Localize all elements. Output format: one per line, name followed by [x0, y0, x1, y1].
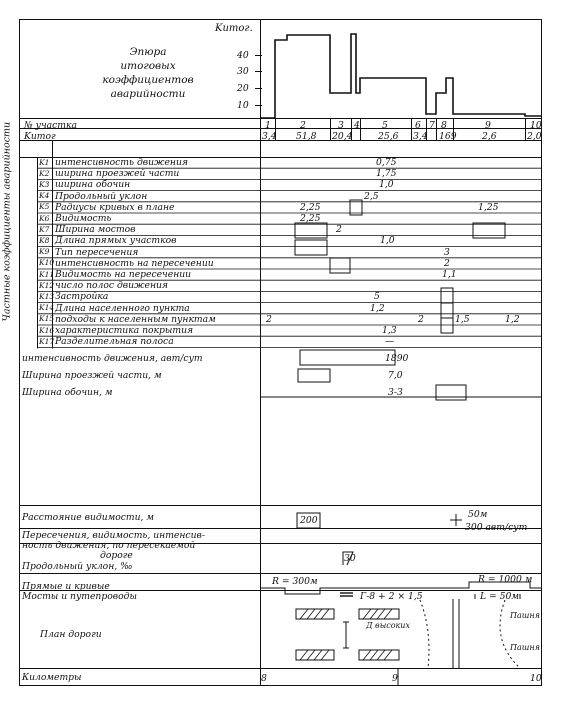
shoulder-value: 3-3 — [388, 387, 403, 398]
bridge-value: Г-8 + 2 × 1,5 — [360, 591, 423, 602]
section-number: 9 — [485, 120, 491, 131]
coefficient-name: Ширина мостов — [55, 224, 136, 236]
coefficient-code: K13 — [39, 291, 55, 301]
scale-tick-label: 30 — [237, 66, 249, 77]
carriageway-value: 7,0 — [388, 370, 403, 381]
scale-tick-label: 10 — [237, 100, 249, 111]
coefficient-name: характеристика покрытия — [55, 325, 194, 336]
crossing-value: 300 авт/сут — [465, 522, 528, 533]
coefficient-value: 1,3 — [382, 325, 397, 336]
carriageway-label: Ширина проезжей части, м — [22, 370, 162, 381]
coefficient-value: 2,25 — [300, 213, 321, 224]
coefficient-value: 0,75 — [376, 157, 397, 168]
coefficient-name: Продольный уклон — [55, 190, 148, 202]
section-number: 8 — [441, 120, 447, 131]
visibility-label: Расстояние видимости, м — [22, 512, 154, 523]
curves-label: Прямые и кривые — [22, 581, 110, 592]
side-label: Частные коэффициенты аварийности — [1, 121, 13, 322]
bridges-label: Мосты и путепроводы — [22, 591, 137, 602]
k-total-value: 20,4 — [332, 131, 353, 142]
section-number: 1 — [265, 120, 271, 131]
coefficient-code: K7 — [39, 224, 50, 234]
coefficient-value: — — [385, 336, 395, 348]
coefficient-value: 1,2 — [370, 302, 385, 314]
coefficient-value: 1,0 — [379, 179, 394, 191]
scale-tick-label: 40 — [237, 50, 249, 61]
coefficient-name: число полос движения — [55, 280, 168, 292]
coefficient-name: подходы к населенным пунктам — [55, 313, 216, 325]
k-total-value: 51,8 — [296, 131, 317, 142]
coefficient-value: 1,1 — [442, 269, 457, 280]
grade-value: 30 — [344, 553, 356, 564]
traffic-value: 1890 — [385, 353, 409, 364]
coefficient-name: Застройка — [55, 291, 109, 303]
coefficient-name: Длина прямых участков — [55, 235, 177, 247]
coefficient-value: 1,75 — [376, 168, 397, 180]
epure-title-line: коэффициентов — [102, 74, 194, 86]
section-number: 7 — [429, 120, 435, 131]
curve-right-value: R = 1000 м — [478, 574, 533, 585]
coefficient-code: K3 — [39, 179, 50, 189]
coefficient-code: K14 — [39, 303, 55, 313]
coefficient-name: интенсивность движения — [55, 157, 188, 168]
crossing-label: Пересечения, видимость, интенсив- — [22, 530, 205, 541]
crossing-label: дороге — [100, 550, 133, 561]
coefficient-code: K4 — [39, 191, 50, 201]
coefficient-value: 2 — [336, 224, 342, 236]
epure-title-line: итоговых — [120, 60, 176, 72]
k-total-value: 2,6 — [482, 131, 497, 142]
coefficient-value: 3 — [444, 246, 450, 258]
coefficient-name: интенсивность на пересечении — [55, 257, 214, 269]
scale-tick-label: 20 — [237, 83, 249, 94]
coefficient-value: 5 — [374, 291, 380, 303]
km-value: 8 — [261, 673, 267, 684]
section-number: 3 — [338, 120, 344, 131]
section-number-label: № участка — [24, 120, 77, 131]
coefficient-name: Радиусы кривых в плане — [55, 201, 175, 213]
bridge-length: L = 50м — [480, 591, 519, 602]
coefficient-name: Тип пересечения — [55, 246, 139, 258]
k-total-value: 3,4 — [413, 131, 428, 142]
coefficient-code: K1 — [39, 157, 50, 167]
epure-title-line: аварийности — [110, 88, 186, 100]
coefficient-value: 2,25 — [300, 201, 321, 213]
crossing-label: ность движения, по пересекаемой — [22, 540, 196, 551]
coefficient-code: K5 — [39, 202, 50, 212]
plan-note: Д высоких — [366, 621, 410, 630]
section-number: 6 — [415, 120, 421, 131]
coefficient-name: Видимость на пересечении — [55, 269, 192, 280]
plan-label: План дороги — [40, 629, 102, 640]
coefficient-code: K10 — [39, 258, 55, 268]
plan-note: Пашня — [510, 611, 540, 620]
coefficient-code: K8 — [39, 235, 50, 245]
epure-title-line: Эпюра — [129, 46, 167, 58]
coefficient-code: K12 — [39, 280, 55, 290]
km-label: Километры — [22, 672, 82, 683]
coefficient-code: K17 — [39, 336, 55, 346]
coefficient-name: Видимость — [55, 213, 112, 224]
coefficient-code: K15 — [39, 314, 55, 324]
visibility-value: 200 — [300, 515, 318, 526]
coefficient-value: 1,5 — [455, 313, 470, 325]
coefficient-name: Разделительная полоса — [55, 336, 174, 348]
k-total-value: 25,6 — [378, 131, 399, 142]
grade-label: Продольный уклон, ‰ — [22, 561, 133, 572]
coefficient-value: 1,2 — [505, 313, 520, 325]
curve-left-value: R = 300м — [272, 576, 318, 587]
coefficient-name: ширина проезжей части — [55, 168, 180, 180]
section-number: 5 — [382, 120, 388, 131]
coefficient-name: ширина обочин — [55, 179, 131, 191]
coefficient-value: 2 — [266, 313, 272, 325]
crossing-value: 50м — [468, 509, 488, 520]
coefficient-value: 1,25 — [478, 201, 499, 213]
coefficient-code: K11 — [39, 269, 55, 279]
section-number: 4 — [354, 120, 360, 131]
shoulder-label: Ширина обочин, м — [22, 387, 113, 398]
coefficient-value: 2 — [418, 313, 424, 325]
k-total-row-label: Kитог — [24, 131, 56, 142]
coefficient-code: K9 — [39, 247, 50, 257]
k-total-label: Kитог. — [215, 23, 253, 34]
k-total-value: 3,4 — [262, 131, 277, 142]
section-number: 2 — [300, 120, 306, 131]
coefficient-value: 2,5 — [364, 190, 379, 202]
coefficient-name: Длина населенного пункта — [55, 302, 190, 314]
section-number: 10 — [530, 120, 542, 131]
plan-note: Пашня — [510, 643, 540, 652]
coefficient-value: 1,0 — [380, 235, 395, 247]
traffic-label: интенсивность движения, авт/сут — [22, 353, 203, 364]
km-value: 9 — [392, 673, 398, 684]
coefficient-code: K16 — [39, 325, 55, 335]
k-total-value: 169 — [439, 131, 457, 142]
km-value: 10 — [530, 673, 542, 684]
coefficient-value: 2 — [444, 257, 450, 269]
coefficient-code: K6 — [39, 213, 50, 223]
coefficient-code: K2 — [39, 168, 50, 178]
k-total-value: 2,0 — [527, 131, 542, 142]
